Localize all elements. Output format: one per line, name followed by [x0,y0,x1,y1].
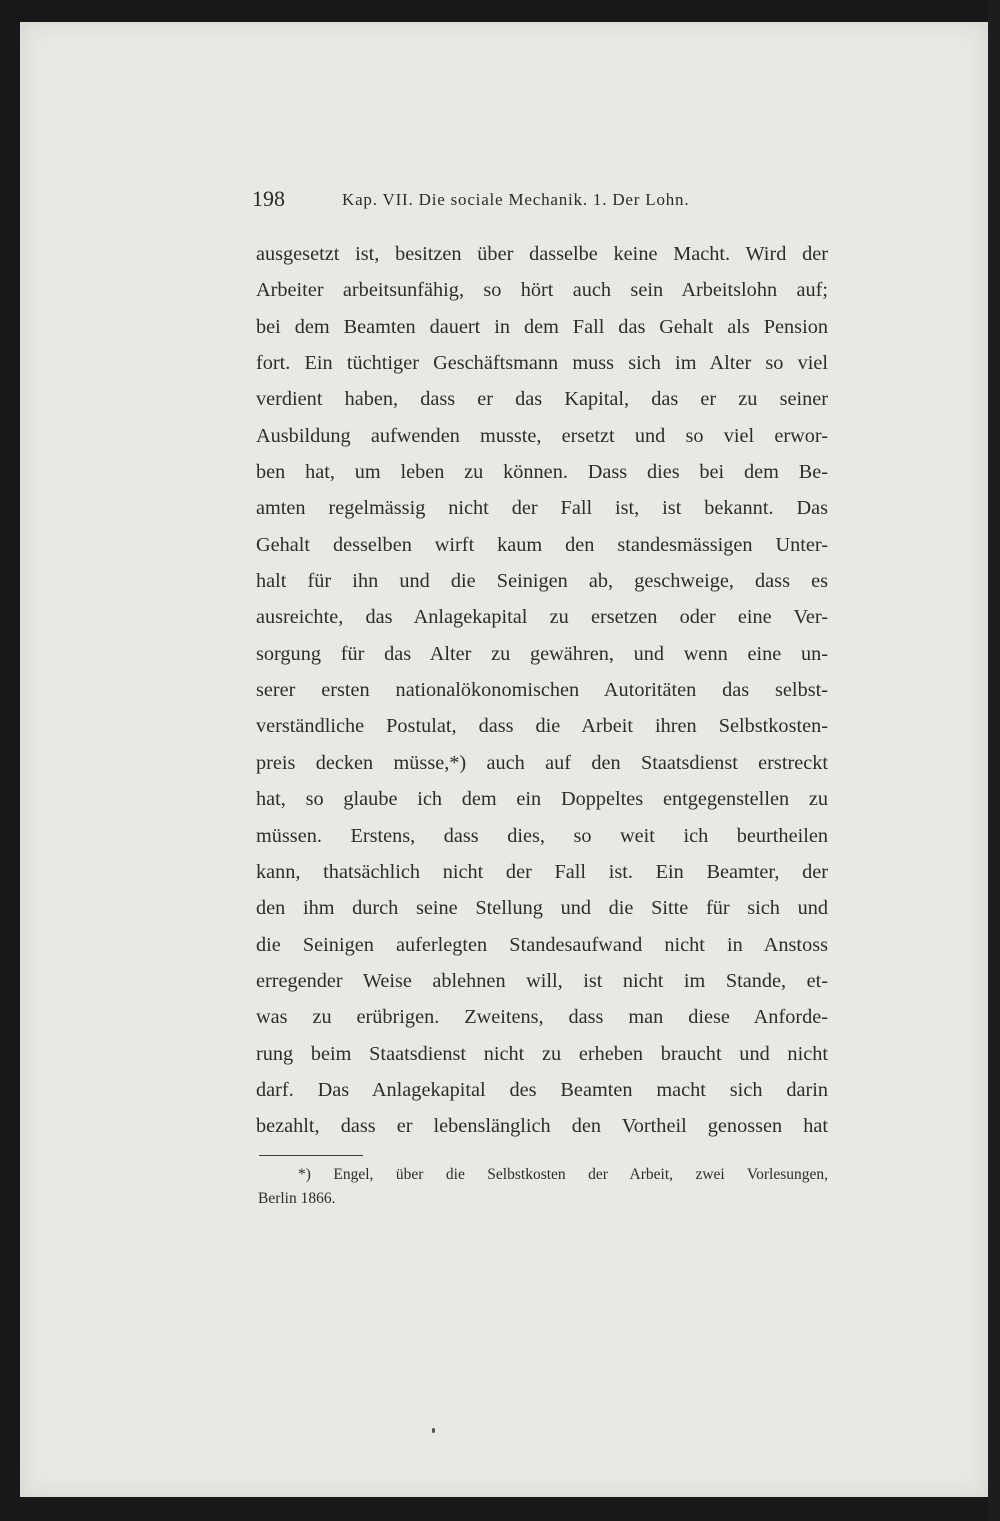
body-text [256,236,828,1145]
text-line: bei dem Beamten dauert in dem Fall das Gehalt als Pension [256,315,828,338]
text-line: müssen. Erstens, dass dies, so weit ich beurtheilen [256,824,828,847]
footnote-line: Berlin 1866. [258,1190,336,1207]
text-line: kann, thatsächlich nicht der Fall ist. Ein Beamter, der [256,860,828,883]
text-line: erregender Weise ablehnen will, ist nicht im Stande, et- [256,969,828,992]
text-line: halt für ihn und die Seinigen ab, geschweige, dass es [256,570,828,593]
text-line: hat, so glaube ich dem ein Doppeltes entgegenstellen zu [256,788,828,811]
text-line: amten regelmässig nicht der Fall ist, ist bekannt. Das [256,497,828,520]
footnote [258,1163,828,1211]
text-line: Gehalt desselben wirft kaum den standesmässigen Unter- [256,533,828,556]
page-header [252,186,832,216]
running-head: Kap. VII. Die sociale Mechanik. 1. Der Lohn. [342,190,690,209]
text-line: sorgung für das Alter zu gewähren, und wenn eine un- [256,642,828,665]
text-line: Arbeiter arbeitsunfähig, so hört auch sein Arbeitslohn auf; [256,279,828,302]
scan-speck [432,1428,435,1433]
text-line: ausreichte, das Anlagekapital zu ersetzen oder eine Ver- [256,606,828,629]
text-line: serer ersten nationalökonomischen Autoritäten das selbst- [256,679,828,702]
text-line: rung beim Staatsdienst nicht zu erheben braucht und nicht [256,1042,828,1065]
page-number: 198 [252,186,285,211]
footnote-divider [259,1155,363,1156]
text-line: darf. Das Anlagekapital des Beamten macht sich darin [256,1078,828,1101]
footnote-line: *) Engel, über die Selbstkosten der Arbeit, zwei Vorlesungen, [298,1166,828,1183]
text-line: ben hat, um leben zu können. Dass dies bei dem Be- [256,461,828,484]
scan-edge [988,0,1000,1521]
text-line: ausgesetzt ist, besitzen über dasselbe keine Macht. Wird der [256,243,828,265]
text-line: preis decken müsse,*) auch auf den Staatsdienst erstreckt [256,751,828,774]
text-line: was zu erübrigen. Zweitens, dass man diese Anforde- [256,1006,828,1029]
text-line: verdient haben, dass er das Kapital, das er zu seiner [256,388,828,411]
text-line: den ihm durch seine Stellung und die Sitte für sich und [256,897,828,920]
text-line: Ausbildung aufwenden musste, ersetzt und so viel erwor- [256,424,828,447]
text-line: fort. Ein tüchtiger Geschäftsmann muss sich im Alter so viel [256,352,828,375]
text-line: bezahlt, dass er lebenslänglich den Vortheil genossen hat [256,1115,828,1138]
text-line: verständliche Postulat, dass die Arbeit ihren Selbstkosten- [256,715,828,738]
text-line: die Seinigen auferlegten Standesaufwand nicht in Anstoss [256,933,828,956]
